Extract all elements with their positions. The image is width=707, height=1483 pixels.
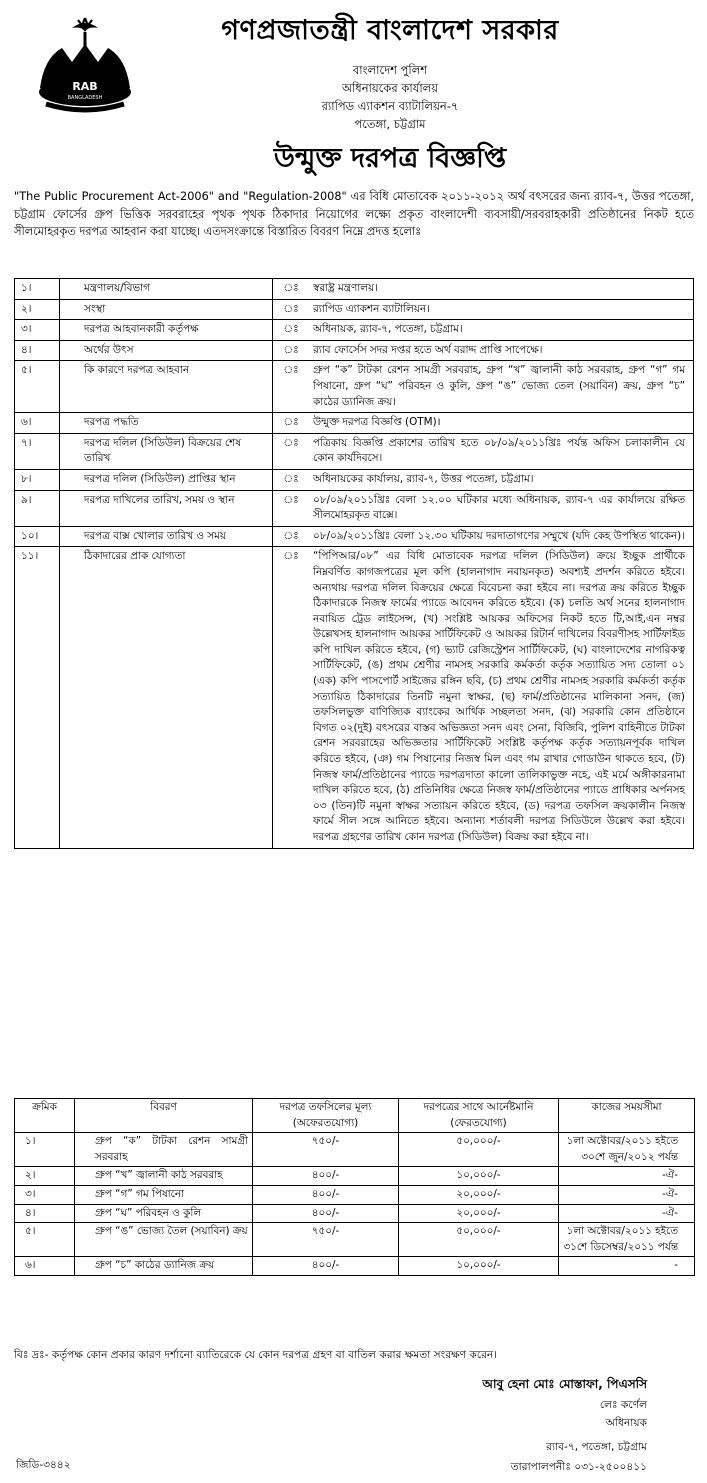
info-serial: ৯। bbox=[15, 490, 60, 526]
info-value: পত্রিকায় বিজ্ঞপ্তি প্রকাশের তারিখ হতে ০৮/০৯/২০১১খ্রিঃ পর্যন্ত অফিস চলাকালীন যে কোন কার্যদিবসে। bbox=[309, 433, 694, 469]
info-value: অধিনায়কের কার্যালয়, র‌্যাব-৭, উত্তর পতেঙ্গা, চট্টগ্রাম। bbox=[309, 469, 694, 490]
group-earnest-money: ২০,০০০/- bbox=[399, 1185, 559, 1204]
info-row bbox=[15, 361, 694, 413]
group-earnest-money: ৫০,০০০/- bbox=[399, 1133, 559, 1167]
group-table bbox=[14, 1098, 695, 1276]
info-label: দরপত্র দলিল (সিডিউল) বিক্রয়ের শেষ তারিখ bbox=[60, 433, 273, 469]
emblem-rab-text: RAB bbox=[72, 80, 98, 93]
info-value: গ্রুপ “ক” টাটকা রেশন সামগ্রী সরবরাহ, গ্রুপ “খ” জ্বালানী কাঠ সরবরাহ, গ্রুপ “গ” গম পিষানো, গ্রুপ “ঘ” পরিবহন ও কুলি, গ্রুপ “ঙ” ভোজ্য তেল (সয়াবিন) ক্রয়, গ্রুপ “চ” কাঠের ড্যানিজ ক্রয়। bbox=[309, 361, 694, 413]
info-value: অধিনায়ক, র‌্যাব-৭, পতেঙ্গা, চট্টগ্রাম। bbox=[309, 320, 694, 341]
group-earnest-money: ১০,০০০/- bbox=[399, 1257, 559, 1276]
info-colon: ঃ bbox=[273, 299, 310, 320]
group-earnest-money: ১০,০০০/- bbox=[399, 1167, 559, 1186]
group-serial: ২। bbox=[15, 1167, 75, 1186]
group-serial: ৪। bbox=[15, 1204, 75, 1223]
info-value: স্বরাষ্ট্র মন্ত্রণালয়। bbox=[309, 279, 694, 300]
group-description: গ্রুপ “ক” টাটকা রেশন সামগ্রী সরবরাহ bbox=[75, 1133, 253, 1167]
group-description: গ্রুপ “চ” কাঠের ড্যানিজ ক্রয় bbox=[75, 1257, 253, 1276]
info-row bbox=[15, 320, 694, 341]
info-serial: ১১। bbox=[15, 547, 60, 848]
header-work-period: কাজের সময়সীমা bbox=[559, 1099, 695, 1133]
group-schedule-price: ৭৫০/- bbox=[253, 1133, 399, 1167]
info-value: ০৮/০৯/২০১১খ্রিঃ বেলা ১২.৩০ ঘটিকায় দরদাতাগণের সম্মুখে (যদি কেহ উপস্থিত থাকেন)। bbox=[309, 526, 694, 547]
group-schedule-price: ৪০০/- bbox=[253, 1257, 399, 1276]
group-schedule-price: ৪০০/- bbox=[253, 1204, 399, 1223]
info-label: দরপত্র আহবানকারী কর্তৃপক্ষ bbox=[60, 320, 273, 341]
info-row bbox=[15, 433, 694, 469]
info-colon: ঃ bbox=[273, 433, 310, 469]
info-colon: ঃ bbox=[273, 469, 310, 490]
address-line-location: পতেঙ্গা, চট্টগ্রাম bbox=[354, 117, 426, 131]
info-label: অর্থের উৎস bbox=[60, 340, 273, 361]
tender-info-table bbox=[14, 278, 694, 849]
gd-number: জিডি-৩৪৪২ bbox=[16, 1459, 71, 1471]
group-description: গ্রুপ “ঙ” ভোজ্য তৈল (সয়াবিন) ক্রয় bbox=[75, 1223, 253, 1257]
info-label: ঠিকাদারের প্রাক যোগ্যতা bbox=[60, 547, 273, 848]
group-schedule-price: ৭৫০/- bbox=[253, 1223, 399, 1257]
info-label: দরপত্র দলিল (সিডিউল) প্রাপ্তির স্থান bbox=[60, 469, 273, 490]
info-label: কি কারণে দরপত্র আহবান bbox=[60, 361, 273, 413]
group-row bbox=[15, 1185, 695, 1204]
info-colon: ঃ bbox=[273, 526, 310, 547]
group-serial: ৩। bbox=[15, 1185, 75, 1204]
info-colon: ঃ bbox=[273, 320, 310, 341]
info-colon: ঃ bbox=[273, 490, 310, 526]
group-work-period: ১লা অক্টোবর/২০১১ হইতে ৩১শে ডিসেম্বর/২০১১ পর্যন্ত bbox=[559, 1223, 695, 1257]
group-row bbox=[15, 1167, 695, 1186]
signatory-title: অধিনায়ক bbox=[605, 1417, 647, 1429]
header-serial: ক্রমিক bbox=[15, 1099, 75, 1133]
government-title: গণপ্রজাতন্ত্রী বাংলাদেশ সরকার bbox=[221, 15, 559, 46]
header-description: বিবরণ bbox=[75, 1099, 253, 1133]
group-row bbox=[15, 1204, 695, 1223]
info-serial: ৬। bbox=[15, 413, 60, 434]
signatory-phone: তারাপালপনীঃ ০৩১-২৫০০৪১১ bbox=[510, 1461, 647, 1473]
group-table-header bbox=[15, 1099, 695, 1133]
address-line-battalion: র‌্যাপিড এ্যাকশন ব্যাটালিয়ন-৭ bbox=[321, 99, 459, 113]
group-work-period: - bbox=[559, 1257, 695, 1276]
group-earnest-money: ৫০,০০০/- bbox=[399, 1223, 559, 1257]
group-schedule-price: ৪০০/- bbox=[253, 1167, 399, 1186]
header-schedule-price: দরপত্র তফসিলের মূল্য (অফেরতযোগ্য) bbox=[253, 1099, 399, 1133]
group-description: গ্রুপ “ঘ” পরিবহন ও কুলি bbox=[75, 1204, 253, 1223]
group-row bbox=[15, 1133, 695, 1167]
group-row bbox=[15, 1257, 695, 1276]
info-serial: ৫। bbox=[15, 361, 60, 413]
info-row bbox=[15, 547, 694, 848]
info-label: দরপত্র পদ্ধতি bbox=[60, 413, 273, 434]
group-work-period: ১লা অক্টোবর/২০১১ হইতে ৩০শে জুন/২০১২ পর্যন্ত bbox=[559, 1133, 695, 1167]
info-row bbox=[15, 279, 694, 300]
intro-paragraph: "The Public Procurement Act-2006" and "Regulation-2008" এর বিধি মোতাবেক ২০১১-২০১২ অর্থ বৎসরের জন্য র‌্যাব-৭, উত্তর পতেঙ্গা, চট্টগ্রাম ফোর্সের গ্রুপ ভিত্তিক সরবরাহের পৃথক পৃথক ঠিকাদার নিয়োগের লক্ষ্যে প্রকৃত বাংলাদেশী ব্যবসায়ী/সরবরাহকারী প্রতিষ্ঠানের নিকট হতে সীলমোহরকৃত দরপত্র আহবান করা যাচ্ছে। এতদসংক্রান্তে বিস্তারিত বিবরণ নিম্নে প্রদত্ত হলোঃ bbox=[14, 190, 694, 238]
info-colon: ঃ bbox=[273, 279, 310, 300]
group-work-period: -ঐ- bbox=[559, 1167, 695, 1186]
info-serial: ৪। bbox=[15, 340, 60, 361]
group-schedule-price: ৪০০/- bbox=[253, 1185, 399, 1204]
group-serial: ৫। bbox=[15, 1223, 75, 1257]
info-colon: ঃ bbox=[273, 547, 310, 848]
signatory-rank: লেঃ কর্ণেল bbox=[599, 1399, 647, 1411]
info-serial: ১০। bbox=[15, 526, 60, 547]
info-value: উন্মুক্ত দরপত্র বিজ্ঞপ্তি (OTM)। bbox=[309, 413, 694, 434]
rab-emblem-icon bbox=[30, 14, 140, 114]
group-serial: ১। bbox=[15, 1133, 75, 1167]
info-serial: ৭। bbox=[15, 433, 60, 469]
info-label: দরপত্র দাখিলের তারিখ, সময় ও স্থান bbox=[60, 490, 273, 526]
info-colon: ঃ bbox=[273, 340, 310, 361]
header-earnest-money: দরপত্রের সাথে আর্নেষ্টমানি (ফেরতযোগ্য) bbox=[399, 1099, 559, 1133]
emblem-country-text: BANGLADESH bbox=[67, 95, 103, 101]
note-text: বিঃ দ্রঃ- কর্তৃপক্ষ কোন প্রকার কারণ দর্শানো ব্যাতিরেকে যে কোন দরপত্র গ্রহণ বা বাতিল করার ক্ষমতা সংরক্ষণ করেন। bbox=[14, 1349, 498, 1361]
info-value: “পিপিআর/০৮” এর বিধি মোতাবেক দরপত্র দলিল (সিডিউল) ক্রয়ে ইচ্ছুক প্রার্থীকে নিম্নবর্ণিত কাগজপত্রের মূল কপি (হালনাগাদ নবায়নকৃত) অবশ্যই প্রদর্শন করিতে হইবে। অন্যথায় দরপত্র দলিল বিক্রয়ের ক্ষেত্রে বিবেচনা করা হইবে না। দরপত্র ক্রয় করিতে ইচ্ছুক ঠিকাদারকে নিজস্ব ফার্মের প্যাডে আবেদন করিতে হইবে। (ক) চলতি অর্থ সনের হালনাগাদ নবায়িত ট্রেড লাইসেন্স, (খ) সংশ্লিষ্ট আয়কর অফিসের নিকট হতে টি,আই,এন নম্বর উল্লেখসহ হালনাগাদ আয়কর সার্টিফিকেট ও আয়কর রিটার্ন দাখিলের বিবরণীসহ সার্টিফাইড কপি দাখিল করিতে হইবে, (গ) ভ্যাট রেজিস্ট্রেশন সার্টিফিকেট, (ঘ) বাংলাদেশের নাগরিকত্ব সার্টিফিকেট, (ঙ) প্রথম শ্রেণীর নামসহ সরকারি কর্মকর্তা কর্তৃক সত্যায়িত সদ্য তোলা ০১ (এক) কপি পাসপোর্ট সাইজের রঙ্গিন ছবি, (চ) প্রথম শ্রেণীর নামসহ সরকারি কর্মকর্তা কর্তৃক সত্যায়িত ঠিকাদারের তিনটি নমুনা স্বাক্ষর, (ছ) ফার্ম/প্রতিষ্ঠানের মালিকানা সনদ, (জ) তফসিলভুক্ত বাণিজ্যিক ব্যাংকের আর্থিক সচ্ছলতা সনদ, (ঝ) সরকারি কোন প্রতিষ্ঠানে বিগত ০২(দুই) বৎসরের বাস্তব অভিজ্ঞতা সনদ এবং সেনা, বিজিবি, পুলিশ বাহিনীতে টাটকা রেশন সরবরাহের অভিজ্ঞতার সার্টিফিকেট সংশ্লিষ্ট কর্তৃপক্ষ কর্তৃক সত্যায়নপূর্বক দাখিল করিতে হইবে, (ঞ) গম পিষানোর নিজস্ব মিল এবং গম রাখার গোডাউন থাকতে হবে, (ট) নিজস্ব ফার্ম/প্রতিষ্ঠানের প্যাডে দরপত্রদাতা কালো তালিকাভুক্ত নহে, এই মর্মে অঙ্গীকারনামা দাখিল করিতে হবে, (ঠ) প্রতিনিধির ক্ষেত্রে নিজস্ব ফার্ম/প্রতিষ্ঠানের প্যাডে প্রাধিকার অর্পনসহ ০৩ (তিন)টি নমুনা স্বাক্ষর সত্যায়ন করিতে হইবে, (ড) দরপত্র তফসিল ক্রয়কালীন নিজস্ব ফার্মে সীল সঙ্গে আনিতে হইবে। অন্যান্য শর্তাবলী দরপত্র সিডিউলে উল্লেখ করা হইবে। দরপত্র গ্রহণের তারিখ কোন দরপত্র (সিডিউল) বিক্রয় করা হইবে না। bbox=[309, 547, 694, 848]
info-value: র‌্যাব ফোর্সেস সদর দপ্তর হতে অর্থ বরাদ্দ প্রাপ্তি সাপেক্ষে। bbox=[309, 340, 694, 361]
info-label: দরপত্র বাক্স খোলার তারিখ ও সময় bbox=[60, 526, 273, 547]
group-description: গ্রুপ “গ” গম পিষানো bbox=[75, 1185, 253, 1204]
signatory-place: র‌্যাব-৭, পতেঙ্গা, চট্টগ্রাম bbox=[546, 1441, 647, 1453]
info-label: মন্ত্রণালয়/বিভাগ bbox=[60, 279, 273, 300]
info-row bbox=[15, 469, 694, 490]
info-serial: ১। bbox=[15, 279, 60, 300]
group-description: গ্রুপ “খ” জ্বালানী কাঠ সরবরাহ bbox=[75, 1167, 253, 1186]
info-serial: ৩। bbox=[15, 320, 60, 341]
info-serial: ৮। bbox=[15, 469, 60, 490]
info-row bbox=[15, 299, 694, 320]
signatory-name: আবু হেনা মোঃ মোস্তাফা, পিএসসি bbox=[482, 1377, 647, 1391]
info-value: ০৮/০৯/২০১১খ্রিঃ বেলা ১২.০০ ঘটিকার মধ্যে অধিনায়ক, র‌্যাব-৭ এর কার্যালয়ে রক্ষিত সীলমোহরকৃত বাক্সে। bbox=[309, 490, 694, 526]
info-colon: ঃ bbox=[273, 361, 310, 413]
group-row bbox=[15, 1223, 695, 1257]
group-work-period: -ঐ- bbox=[559, 1204, 695, 1223]
info-label: সংস্থা bbox=[60, 299, 273, 320]
address-line-police: বাংলাদেশ পুলিশ bbox=[352, 63, 428, 77]
info-colon: ঃ bbox=[273, 413, 310, 434]
group-earnest-money: ২০,০০০/- bbox=[399, 1204, 559, 1223]
info-serial: ২। bbox=[15, 299, 60, 320]
group-serial: ৬। bbox=[15, 1257, 75, 1276]
info-value: র‌্যাপিড এ্যাকশন ব্যাটালিয়ন। bbox=[309, 299, 694, 320]
info-row bbox=[15, 413, 694, 434]
group-work-period: -ঐ- bbox=[559, 1185, 695, 1204]
tender-notice-title: উন্মুক্ত দরপত্র বিজ্ঞপ্তি bbox=[273, 143, 507, 174]
info-row bbox=[15, 340, 694, 361]
info-row bbox=[15, 526, 694, 547]
address-line-office: অধিনায়কের কার্যালয় bbox=[342, 81, 438, 95]
info-row bbox=[15, 490, 694, 526]
